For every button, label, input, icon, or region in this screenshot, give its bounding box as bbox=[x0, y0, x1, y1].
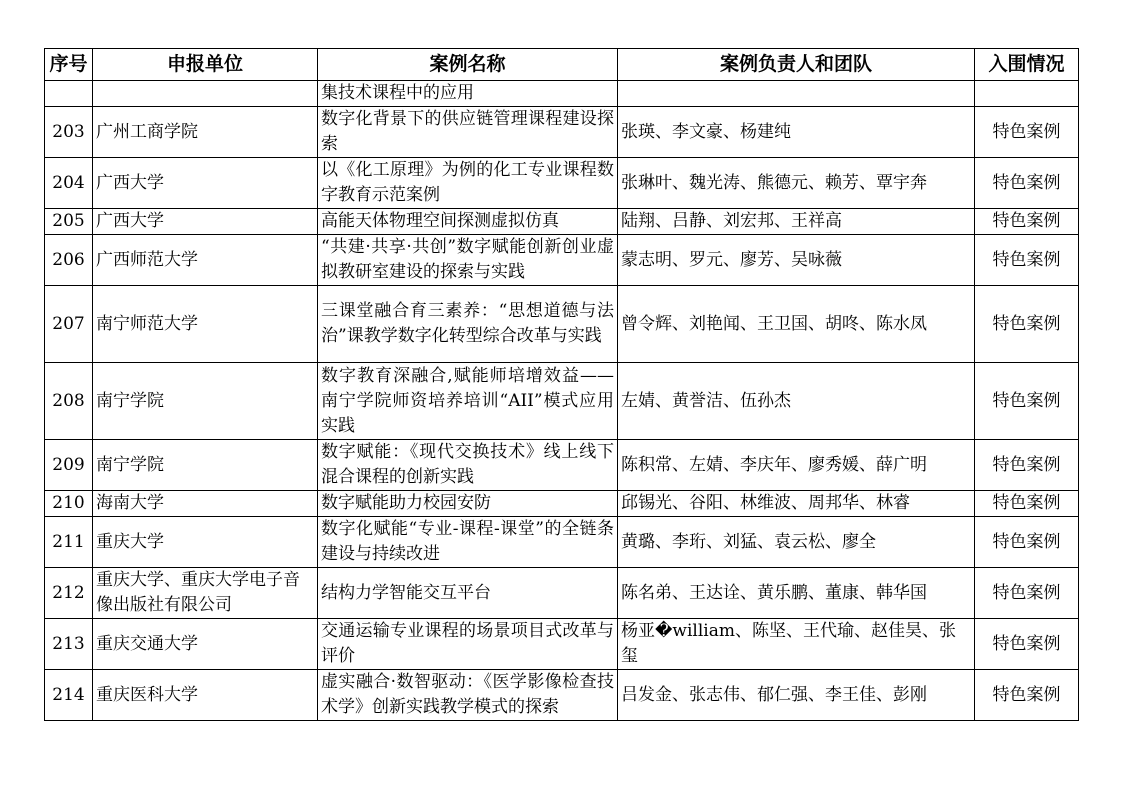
row-unit: 广西大学 bbox=[93, 158, 318, 209]
table-row bbox=[45, 81, 1079, 107]
row-number bbox=[45, 81, 93, 107]
row-case-name: 集技术课程中的应用 bbox=[318, 81, 618, 107]
row-case-name: 结构力学智能交互平台 bbox=[318, 568, 618, 619]
row-status: 特色案例 bbox=[975, 158, 1079, 209]
row-case-name: 数字化赋能“专业-课程-课堂”的全链条建设与持续改进 bbox=[318, 517, 618, 568]
row-status: 特色案例 bbox=[975, 568, 1079, 619]
row-number: 206 bbox=[45, 235, 93, 286]
table-row bbox=[45, 235, 1079, 286]
header-team: 案例负责人和团队 bbox=[618, 49, 975, 81]
row-team: 黄璐、李珩、刘猛、袁云松、廖全 bbox=[618, 517, 975, 568]
row-number: 210 bbox=[45, 491, 93, 517]
table-row bbox=[45, 286, 1079, 363]
row-case-name: 数字化背景下的供应链管理课程建设探索 bbox=[318, 107, 618, 158]
table-row bbox=[45, 619, 1079, 670]
row-team: 张琳叶、魏光涛、熊德元、赖芳、覃宇奔 bbox=[618, 158, 975, 209]
cases-table bbox=[44, 48, 1079, 721]
table-row bbox=[45, 491, 1079, 517]
row-status: 特色案例 bbox=[975, 286, 1079, 363]
row-team: 吕发金、张志伟、郁仁强、李王佳、彭刚 bbox=[618, 670, 975, 721]
row-number: 214 bbox=[45, 670, 93, 721]
row-unit: 广西师范大学 bbox=[93, 235, 318, 286]
table-row bbox=[45, 440, 1079, 491]
row-team bbox=[618, 81, 975, 107]
row-status: 特色案例 bbox=[975, 440, 1079, 491]
row-case-name: 数字赋能助力校园安防 bbox=[318, 491, 618, 517]
row-number: 204 bbox=[45, 158, 93, 209]
row-case-name: 高能天体物理空间探测虚拟仿真 bbox=[318, 209, 618, 235]
row-unit: 南宁学院 bbox=[93, 363, 318, 440]
row-status: 特色案例 bbox=[975, 363, 1079, 440]
row-status: 特色案例 bbox=[975, 670, 1079, 721]
row-status: 特色案例 bbox=[975, 491, 1079, 517]
row-number: 212 bbox=[45, 568, 93, 619]
row-number: 207 bbox=[45, 286, 93, 363]
row-team: 张瑛、李文豪、杨建纯 bbox=[618, 107, 975, 158]
row-number: 209 bbox=[45, 440, 93, 491]
header-no: 序号 bbox=[45, 49, 93, 81]
row-status: 特色案例 bbox=[975, 209, 1079, 235]
row-unit: 南宁师范大学 bbox=[93, 286, 318, 363]
row-unit: 重庆交通大学 bbox=[93, 619, 318, 670]
table-row bbox=[45, 107, 1079, 158]
table-row bbox=[45, 670, 1079, 721]
row-unit: 南宁学院 bbox=[93, 440, 318, 491]
row-case-name: 数字教育深融合,赋能师培增效益——南宁学院师资培养培训“AII”模式应用实践 bbox=[318, 363, 618, 440]
row-number: 203 bbox=[45, 107, 93, 158]
row-number: 211 bbox=[45, 517, 93, 568]
row-unit: 重庆大学、重庆大学电子音像出版社有限公司 bbox=[93, 568, 318, 619]
table-row bbox=[45, 517, 1079, 568]
row-case-name: 交通运输专业课程的场景项目式改革与评价 bbox=[318, 619, 618, 670]
row-status: 特色案例 bbox=[975, 235, 1079, 286]
table-row bbox=[45, 363, 1079, 440]
row-case-name: 三课堂融合育三素养：“思想道德与法治”课教学数字化转型综合改革与实践 bbox=[318, 286, 618, 363]
table-row bbox=[45, 209, 1079, 235]
row-team: 邱锡光、谷阳、林维波、周邦华、林睿 bbox=[618, 491, 975, 517]
header-unit: 申报单位 bbox=[93, 49, 318, 81]
row-unit bbox=[93, 81, 318, 107]
row-status bbox=[975, 81, 1079, 107]
row-team: 陆翔、吕静、刘宏邦、王祥高 bbox=[618, 209, 975, 235]
row-case-name: 数字赋能：《现代交换技术》线上线下混合课程的创新实践 bbox=[318, 440, 618, 491]
row-team: 曾令辉、刘艳闻、王卫国、胡咚、陈水凤 bbox=[618, 286, 975, 363]
table-row bbox=[45, 158, 1079, 209]
row-number: 205 bbox=[45, 209, 93, 235]
row-unit: 广西大学 bbox=[93, 209, 318, 235]
row-team: 蒙志明、罗元、廖芳、吴咏薇 bbox=[618, 235, 975, 286]
row-team: 陈积常、左婧、李庆年、廖秀媛、薛广明 bbox=[618, 440, 975, 491]
row-team: 杨亚�william、陈坚、王代瑜、赵佳昊、张玺 bbox=[618, 619, 975, 670]
row-status: 特色案例 bbox=[975, 517, 1079, 568]
row-unit: 重庆大学 bbox=[93, 517, 318, 568]
row-unit: 海南大学 bbox=[93, 491, 318, 517]
row-team: 陈名弟、王达诠、黄乐鹏、董康、韩华国 bbox=[618, 568, 975, 619]
row-number: 208 bbox=[45, 363, 93, 440]
row-number: 213 bbox=[45, 619, 93, 670]
row-team: 左婧、黄誉洁、伍孙杰 bbox=[618, 363, 975, 440]
row-status: 特色案例 bbox=[975, 619, 1079, 670]
table-row bbox=[45, 568, 1079, 619]
row-unit: 广州工商学院 bbox=[93, 107, 318, 158]
row-case-name: 虚实融合·数智驱动：《医学影像检查技术学》创新实践教学模式的探索 bbox=[318, 670, 618, 721]
header-status: 入围情况 bbox=[975, 49, 1079, 81]
row-case-name: 以《化工原理》为例的化工专业课程数字教育示范案例 bbox=[318, 158, 618, 209]
row-unit: 重庆医科大学 bbox=[93, 670, 318, 721]
header-row bbox=[45, 49, 1079, 81]
header-case-name: 案例名称 bbox=[318, 49, 618, 81]
row-status: 特色案例 bbox=[975, 107, 1079, 158]
row-case-name: “共建·共享·共创”数字赋能创新创业虚拟教研室建设的探索与实践 bbox=[318, 235, 618, 286]
